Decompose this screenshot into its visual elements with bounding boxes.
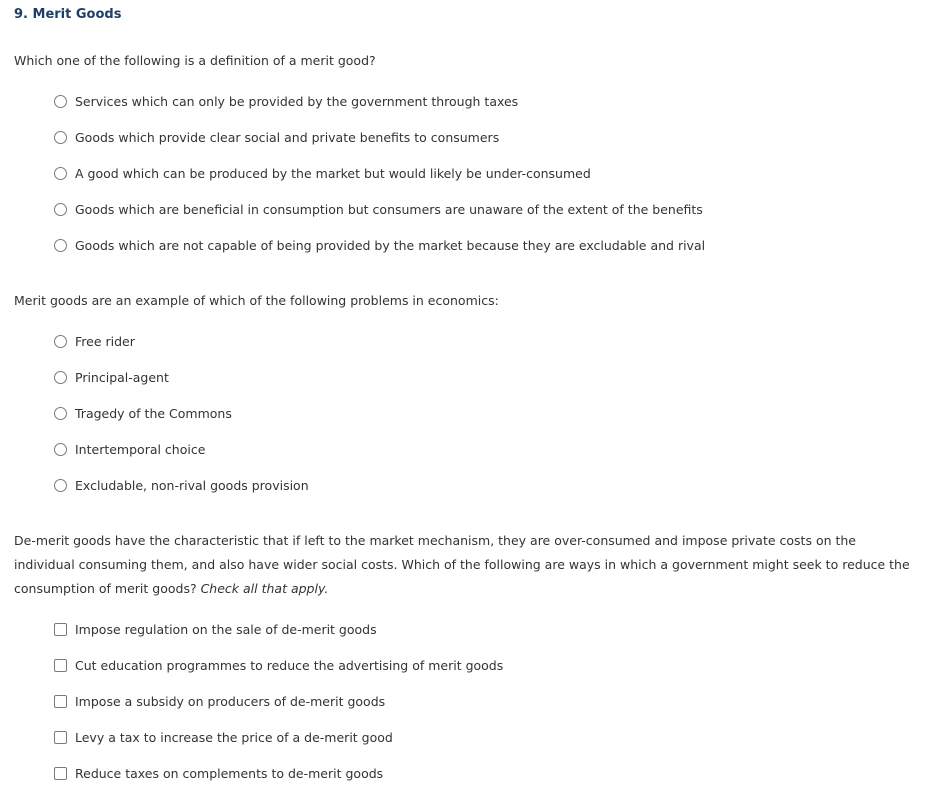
checkbox[interactable] <box>54 731 67 744</box>
radio-button[interactable] <box>54 239 67 252</box>
q1-option-4[interactable] <box>54 200 705 236</box>
radio-button[interactable] <box>54 167 67 180</box>
option-label[interactable]: Services which can only be provided by the government through taxes <box>75 94 519 109</box>
question-3-instruction: Check all that apply. <box>200 581 329 596</box>
q1-option-1[interactable] <box>54 92 705 128</box>
radio-button[interactable] <box>54 95 67 108</box>
q2-option-2[interactable] <box>54 368 309 404</box>
option-label[interactable]: Tragedy of the Commons <box>75 406 232 421</box>
q3-option-4[interactable] <box>54 728 503 764</box>
q3-option-2[interactable] <box>54 656 503 692</box>
option-label[interactable]: Reduce taxes on complements to de-merit goods <box>75 766 384 781</box>
checkbox[interactable] <box>54 659 67 672</box>
q2-option-4[interactable] <box>54 440 309 476</box>
question-3-prompt <box>14 529 914 601</box>
q2-option-1[interactable] <box>54 332 309 368</box>
q2-option-5[interactable] <box>54 476 309 512</box>
option-label[interactable]: Principal-agent <box>75 370 169 385</box>
question-1-options <box>54 92 705 272</box>
radio-button[interactable] <box>54 203 67 216</box>
radio-button[interactable] <box>54 407 67 420</box>
question-3-text: De-merit goods have the characteristic that if left to the market mechanism, they are over-consumed and impose private costs on the individual consuming them, and also have wider social costs. Which of the following are ways in which a government might seek to reduce the consumption of merit goods? <box>14 533 910 596</box>
question-3-options <box>54 620 503 800</box>
checkbox[interactable] <box>54 767 67 780</box>
checkbox[interactable] <box>54 623 67 636</box>
radio-button[interactable] <box>54 131 67 144</box>
option-label[interactable]: Goods which are beneficial in consumption but consumers are unaware of the extent of the benefits <box>75 202 703 217</box>
q1-option-2[interactable] <box>54 128 705 164</box>
option-label[interactable]: Intertemporal choice <box>75 442 206 457</box>
option-label[interactable]: Free rider <box>75 334 135 349</box>
q1-option-5[interactable] <box>54 236 705 272</box>
radio-button[interactable] <box>54 443 67 456</box>
question-1-prompt: Which one of the following is a definition of a merit good? <box>14 53 376 68</box>
q3-option-1[interactable] <box>54 620 503 656</box>
question-title: 9. Merit Goods <box>14 7 122 22</box>
option-label[interactable]: Goods which are not capable of being provided by the market because they are excludable and rival <box>75 238 706 253</box>
q2-option-3[interactable] <box>54 404 309 440</box>
option-label[interactable]: Levy a tax to increase the price of a de-merit good <box>75 730 393 745</box>
checkbox[interactable] <box>54 695 67 708</box>
option-label[interactable]: A good which can be produced by the market but would likely be under-consumed <box>75 166 591 181</box>
option-label[interactable]: Goods which provide clear social and private benefits to consumers <box>75 130 500 145</box>
question-2-prompt: Merit goods are an example of which of the following problems in economics: <box>14 293 499 308</box>
radio-button[interactable] <box>54 371 67 384</box>
option-label[interactable]: Impose regulation on the sale of de-merit goods <box>75 622 377 637</box>
q1-option-3[interactable] <box>54 164 705 200</box>
option-label[interactable]: Excludable, non-rival goods provision <box>75 478 309 493</box>
q3-option-5[interactable] <box>54 764 503 800</box>
radio-button[interactable] <box>54 335 67 348</box>
question-2-options <box>54 332 309 512</box>
radio-button[interactable] <box>54 479 67 492</box>
option-label[interactable]: Cut education programmes to reduce the advertising of merit goods <box>75 658 504 673</box>
option-label[interactable]: Impose a subsidy on producers of de-merit goods <box>75 694 386 709</box>
q3-option-3[interactable] <box>54 692 503 728</box>
